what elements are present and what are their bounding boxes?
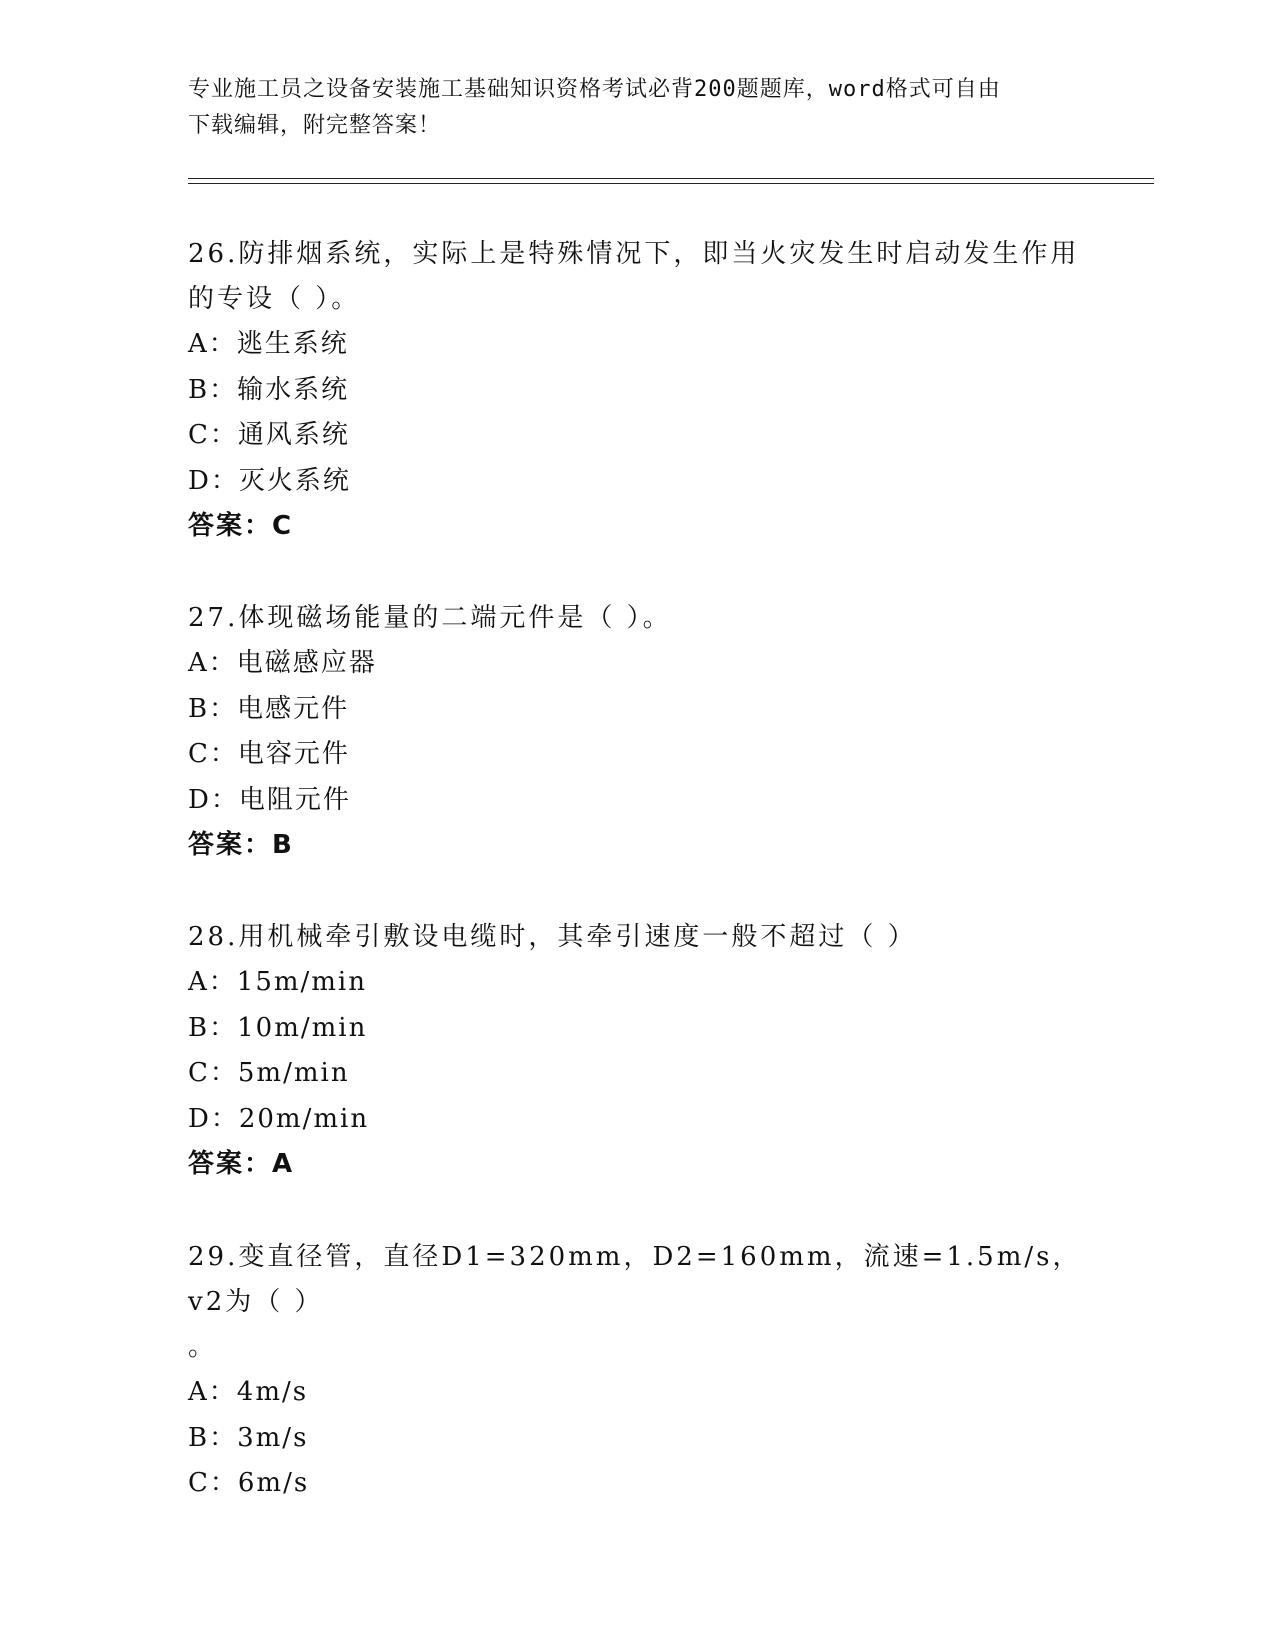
document-header (188, 72, 1088, 144)
header-title-line-1: 专业施工员之设备安装施工基础知识资格考试必背200题题库，word格式可自由 (188, 77, 1001, 102)
header-divider-bottom (188, 183, 1154, 184)
answer-line: 答案：B (188, 830, 294, 860)
option-c: C：通风系统 (188, 420, 350, 450)
option-a: A：4m/s (188, 1377, 309, 1407)
question-29 (188, 1235, 1088, 1507)
answer-line: 答案：C (188, 511, 294, 541)
option-c: C：电容元件 (188, 739, 350, 769)
option-c: C：6m/s (188, 1468, 310, 1498)
question-28 (188, 915, 1088, 1187)
question-stem (188, 915, 1088, 960)
question-stem-line: 28.用机械牵引敷设电缆时，其牵引速度一般不超过（ ） (188, 922, 917, 952)
question-stem (188, 232, 1088, 322)
option-b: B：10m/min (188, 1012, 368, 1043)
question-stem-line: 26.防排烟系统，实际上是特殊情况下，即当火灾发生时启动发生作用 (188, 239, 1080, 269)
question-stem-line: 的专设（ ）。 (188, 284, 361, 314)
question-26 (188, 232, 1088, 549)
question-stem (188, 1235, 1088, 1370)
option-d: D：灭火系统 (188, 465, 351, 496)
question-stem-line: 。 (188, 1332, 218, 1362)
answer-line: 答案：A (188, 1149, 295, 1179)
option-b: B：3m/s (188, 1422, 309, 1453)
question-stem-line: 27.体现磁场能量的二端元件是（ ）。 (188, 603, 672, 633)
option-c: C：5m/min (188, 1058, 350, 1088)
header-divider-top (188, 178, 1154, 179)
question-stem-line: 29.变直径管，直径D1=320mm，D2=160mm，流速=1.5m/s，v2为（ ） (188, 1242, 1082, 1317)
question-27 (188, 596, 1088, 868)
option-d: D：20m/min (188, 1103, 370, 1134)
question-stem (188, 596, 1088, 641)
option-a: A：电磁感应器 (188, 648, 377, 678)
option-a: A：逃生系统 (188, 329, 349, 359)
header-title-line-2: 下载编辑，附完整答案！ (188, 113, 442, 138)
option-b: B：输水系统 (188, 374, 350, 405)
option-b: B：电感元件 (188, 693, 350, 724)
option-a: A：15m/min (188, 967, 367, 997)
option-d: D：电阻元件 (188, 784, 351, 815)
